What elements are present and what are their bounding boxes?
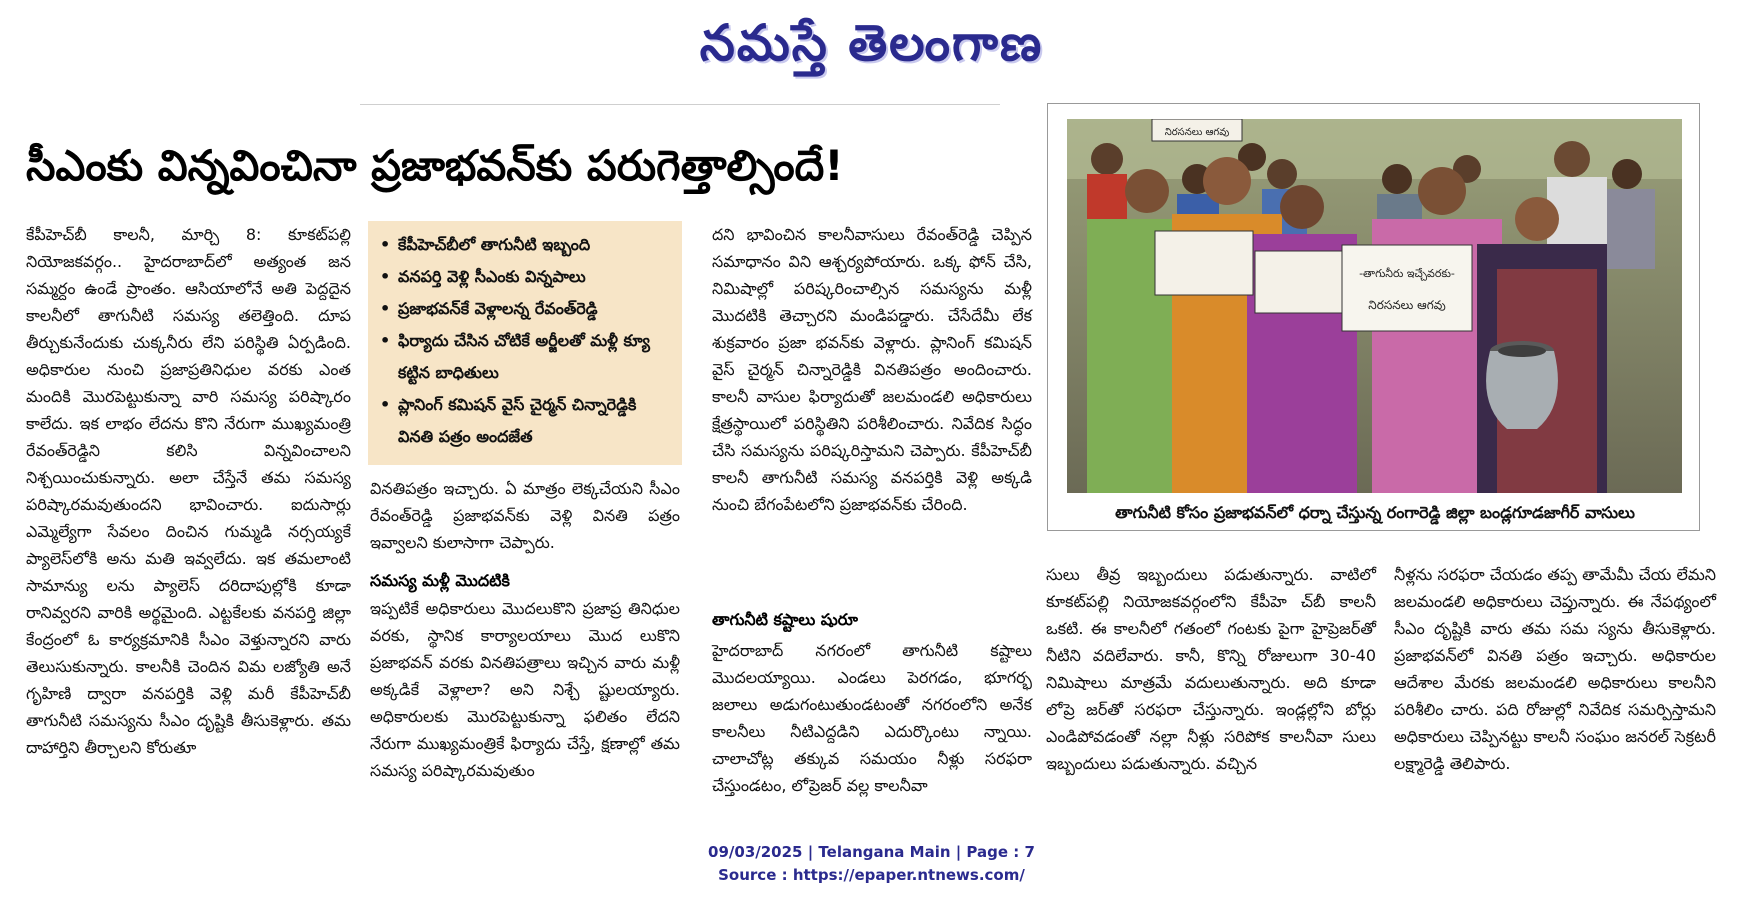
article-column-1 — [26, 221, 351, 806]
subheading-problem-again: సమస్య మళ్లీ మొదటికి — [370, 571, 510, 590]
placard-text-2: నిరసనలు ఆగవు — [1368, 298, 1446, 312]
bullet-icon: • — [380, 331, 391, 350]
highlight-item — [380, 229, 674, 261]
highlight-text: కేపీహెచ్‌బీలో తాగునీటి ఇబ్బంది — [398, 235, 591, 254]
article-column-4 — [1046, 561, 1376, 811]
highlight-text: వనపర్తి వెళ్లి సీఎంకు విన్నపాలు — [398, 267, 586, 286]
article-column-3 — [712, 221, 1032, 581]
subheading-water-troubles: తాగునీటి కష్టాలు షురూ — [712, 610, 858, 629]
placard-text-top: నిరసనలు ఆగవు — [1164, 127, 1230, 138]
bullet-icon: • — [380, 267, 391, 286]
protest-photo-illustration — [1067, 119, 1682, 493]
highlight-text: ప్లానింగ్ కమిషన్ వైస్ చైర్మన్ చిన్నారెడ్డికి వినతి పత్రం అందజేత — [398, 395, 637, 446]
column-3b-text: హైదరాబాద్ నగరంలో తాగునీటి కష్టాలు మొదలయ్యాయి. ఎండలు పెరగడం, భూగర్భ జలాలు అడుగంటుతుండటంతో నగరంలోని అనేక కాలనీలు నీటిఎద్దడిని ఎదుర్కొంటు న్నాయి. చాలాచోట్ల తక్కువ సమయం నీళ్లు సరఫరా చేస్తుండటం, లోప్రెజర్ వల్ల కాలనీవా — [712, 641, 1032, 795]
bullet-icon: • — [380, 299, 391, 318]
column-2-text: వినతిపత్రం ఇచ్చారు. ఏ మాత్రం లెక్కచేయని సీఎం రేవంత్‌రెడ్డి ప్రజాభవన్‌కు వెళ్లి వినతి పత్రం ఇవ్వాలని కులాసాగా చెప్పారు. — [370, 479, 680, 552]
highlights-box — [368, 221, 682, 465]
article-column-3b — [712, 637, 1032, 812]
column-3-text: దని భావించిన కాలనీవాసులు రేవంత్‌రెడ్డి చెప్పిన సమాధానం విని ఆశ్చర్యపోయారు. ఒక్క ఫోన్ చేసి, నిమిషాల్లో పరిష్కరించాల్సిన సమస్యను మళ్లీ మొదటికి తెచ్చారని మండిపడ్డారు. చేసేదేమీ లేక శుక్రవారం ప్రజా భవన్‌కు వెళ్లారు. ప్లానింగ్ కమిషన్ వైస్ చైర్మన్ చిన్నారెడ్డికి వినతిపత్రం అందించారు. కాలనీ వాసుల ఫిర్యాదుతో జలమండలి అధికారులు క్షేత్రస్థాయిలో పరిస్థితిని పరిశీలించారు. నివేదిక సిద్ధం చేసి సమస్యను పరిష్కరిస్తామని చెప్పారు. కేపీహెచ్‌బీ కాలనీ తాగునీటి సమస్య వనపర్తికి వెళ్లి అక్కడి నుంచి బేగంపేటలోని ప్రజాభవన్‌కు చేరింది. — [712, 225, 1032, 514]
column-1-text: కేపీహెచ్‌బీ కాలనీ, మార్చి 8: కూకట్‌పల్లి నియోజకవర్గం.. హైదరాబాద్‌లో అత్యంత జన సమ్మర్దం ఉండే ప్రాంతం. ఆసియాలోనే అతి పెద్దదైన కాలనీలో తాగునీటి సమస్య తలెత్తింది. దూప తీర్చుకునేందుకు చుక్కనీరు లేని పరిస్థితి ఏర్పడింది. అధికారుల నుంచి ప్రజాప్రతినిధుల వరకు ఎంత మందికి మొరపెట్టుకున్నా వారి సమస్య పరిష్కారం కాలేదు. ఇక లాభం లేదను కొని నేరుగా ముఖ్యమంత్రి రేవంత్‌రెడ్డిని కలిసి విన్నవించాలని నిశ్చయించుకున్నారు. అలా చేస్తేనే తమ సమస్య పరిష్కారమవుతుందని భావించారు. ఐదుసార్లు ఎమ్మెల్యేగా సేవలం దించిన గుమ్మడి నర్సయ్యకే ప్యాలెస్‌లోకి అను మతి ఇవ్వలేదు. ఇక తమలాంటి సామాన్యు లను ప్యాలెస్ దరిదాపుల్లోకి కూడా రానివ్వరని వారికి అర్థమైంది. ఎట్టకేలకు వనపర్తి జిల్లా కేంద్రంలో ఓ కార్యక్రమానికి సీఎం వెళ్తున్నారని వారు తెలుసుకున్నారు. కాలనీకి చెందిన విమ లజ్యోతి అనే గృహిణి ద్వారా వనపర్తికి వెళ్లి మరీ కేపీహెచ్‌బీ తాగునీటి సమస్యను సీఎం దృష్టికి తీసుకెళ్లారు. తమ దాహార్తిని తీర్చాలని కోరుతూ — [26, 225, 351, 757]
placard-text-1: -తాగునీరు ఇచ్చేవరకు- — [1359, 267, 1455, 280]
masthead — [0, 8, 1743, 78]
article-headline: సీఎంకు విన్నవించినా ప్రజాభవన్‌కు పరుగెత్తాల్సిందే! — [26, 141, 844, 190]
article-column-5 — [1394, 561, 1716, 811]
article-column-2b — [370, 595, 680, 810]
column-2b-text: ఇప్పటికే అధికారులు మొదలుకొని ప్రజాప్ర తినిధుల వరకు, స్థానిక కార్యాలయాలు మొద లుకొని ప్రజాభవన్ వరకు వినతిపత్రాలు ఇచ్చిన వారు మళ్లీ అక్కడికే వెళ్లాలా? అని నిశ్చే ష్టులయ్యారు. అధికారులకు మొరపెట్టుకున్నా ఫలితం లేదని నేరుగా ముఖ్యమంత్రికే ఫిర్యాదు చేస్తే, క్షణాల్లో తమ సమస్య పరిష్కారమవుతుం — [370, 599, 680, 780]
article-column-2 — [370, 475, 680, 552]
photo-caption: తాగునీటి కోసం ప్రజాభవన్‌లో ధర్నా చేస్తున్న రంగారెడ్డి జిల్లా బండ్లగూడజాగీర్ వాసులు — [1115, 503, 1635, 522]
highlight-item — [380, 261, 674, 293]
bullet-icon: • — [380, 235, 391, 254]
highlight-item — [380, 293, 674, 325]
protest-photo — [1067, 119, 1682, 493]
bullet-icon: • — [380, 395, 391, 414]
highlight-item — [380, 325, 674, 389]
column-5-text: నీళ్లను సరఫరా చేయడం తప్ప తామేమీ చేయ లేమని జలమండలి అధికారులు చెప్తున్నారు. ఈ నేపథ్యంలో సీఎం దృష్టికి వారు తమ సమ స్యను తీసుకెళ్లారు. ప్రజాభవన్‌లో వినతి పత్రం ఇచ్చారు. అధికారుల ఆదేశాల మేరకు జలమండలి అధికారులు కాలనీని పరిశీలిం చారు. పది రోజుల్లో నివేదిక సమర్పిస్తామని అధికారులు చెప్పినట్టు కాలనీ సంఘం జనరల్ సెక్రటరీ లక్ష్మారెడ్డి తెలిపారు. — [1394, 565, 1716, 773]
masthead-divider — [360, 104, 1000, 105]
newspaper-title: నమస్తే తెలంగాణ — [699, 14, 1044, 72]
highlight-text: ఫిర్యాదు చేసిన చోటికే అర్జీలతో మళ్లీ క్యూ కట్టిన బాధితులు — [398, 331, 650, 382]
highlight-text: ప్రజాభవన్‌కే వెళ్లాలన్న రేవంత్‌రెడ్డి — [398, 299, 598, 318]
column-4-text: సులు తీవ్ర ఇబ్బందులు పడుతున్నారు. వాటిలో కూకట్‌పల్లి నియోజకవర్గంలోని కేపీహె చ్‌బీ కాలనీ ఒకటి. ఈ కాలనీలో గతంలో గంటకు పైగా హైప్రెజర్‌తో నీటిని వదిలేవారు. కానీ, కొన్ని రోజులుగా 30-40 నిమిషాలు మాత్రమే వదులుతున్నారు. అది కూడా లోప్రె జర్‌తో సరఫరా చేస్తున్నారు. ఇండ్లల్లోని బోర్లు ఎండిపోవడంతో నల్లా నీళ్లు సరిపోక కాలనీవా సులు ఇబ్బందులు పడుతున్నారు. వచ్చిన — [1046, 565, 1376, 773]
highlight-item — [380, 389, 674, 453]
footer-edition-info: 09/03/2025 | Telangana Main | Page : 7 — [708, 843, 1035, 861]
footer-source-link[interactable]: Source : https://epaper.ntnews.com/ — [718, 866, 1025, 884]
